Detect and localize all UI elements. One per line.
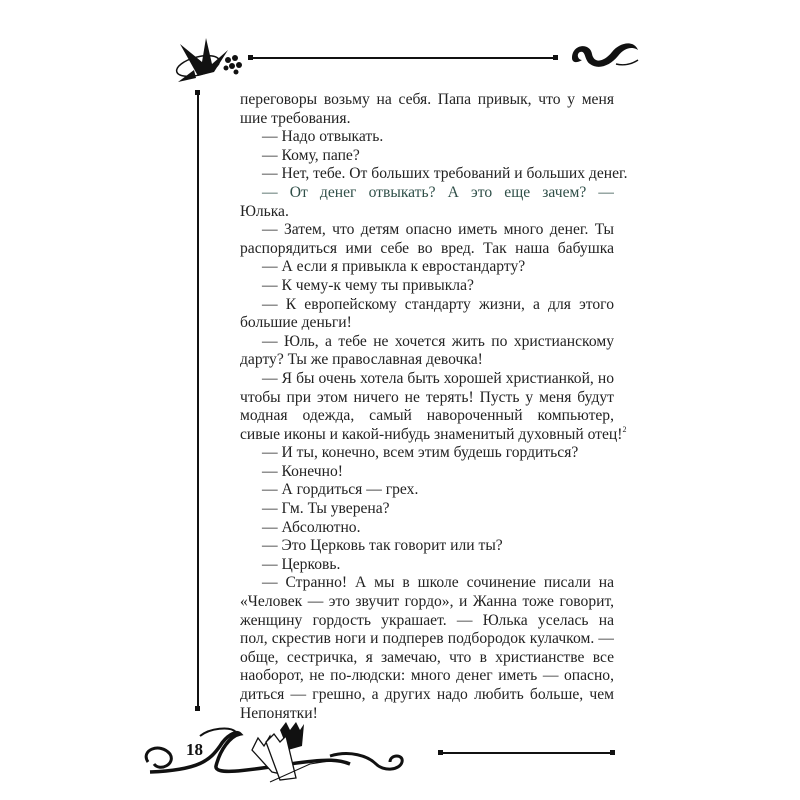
text-line-content: — Я бы очень хотела быть хорошей христианкой, но bbox=[262, 369, 614, 387]
text-line bbox=[240, 128, 614, 147]
text-line bbox=[240, 203, 614, 222]
text-line bbox=[240, 686, 614, 705]
text-line bbox=[240, 333, 614, 352]
text-line bbox=[240, 407, 614, 426]
text-line-content: наоборот, не по-людски: много денег иметь — опасно, bbox=[240, 667, 614, 685]
text-line-content: большие деньги! bbox=[240, 314, 352, 332]
text-line-content: диться — грешно, а других надо любить больше, чем bbox=[240, 686, 614, 703]
text-line-content: переговоры возьму на себя. Папа привык, что у меня bbox=[240, 91, 614, 108]
text-line-content: — Абсолютно. bbox=[262, 518, 361, 536]
text-line-content: шие требования. bbox=[240, 109, 351, 127]
text-line bbox=[240, 351, 614, 370]
top-rule bbox=[250, 57, 555, 59]
text-line bbox=[240, 612, 614, 631]
text-line-content: Юлька. bbox=[240, 202, 289, 220]
text-line-content: — Надо отвыкать. bbox=[262, 128, 384, 146]
text-line bbox=[240, 444, 614, 463]
page-number: 18 bbox=[186, 740, 203, 759]
text-line bbox=[240, 240, 614, 259]
tulip-swirl-ornament-icon bbox=[140, 720, 440, 790]
text-line-content: обще, сестричка, я замечаю, что в христианстве все bbox=[240, 648, 614, 666]
text-line-content: пол, скрестив ноги и подперев подбородок кулачком. — bbox=[240, 630, 614, 648]
text-line bbox=[240, 147, 614, 166]
body-text bbox=[240, 91, 628, 723]
text-line bbox=[240, 630, 614, 649]
text-line-content: — Конечно! bbox=[262, 462, 343, 480]
text-line-content: — Кому, папе? bbox=[262, 146, 360, 164]
text-line bbox=[240, 165, 628, 184]
text-line bbox=[240, 463, 614, 482]
rule-endpoint bbox=[195, 706, 200, 711]
text-line bbox=[240, 500, 614, 519]
text-line bbox=[240, 296, 614, 315]
text-line-content: — К чему-к чему ты привыкла? bbox=[262, 276, 474, 294]
text-line-content: Непонятки! bbox=[240, 704, 318, 722]
text-line-content: — Странно! А мы в школе сочинение писали на bbox=[262, 574, 614, 592]
text-line bbox=[240, 91, 614, 110]
text-line bbox=[240, 574, 614, 593]
text-line-content: чтобы при этом ничего не терять! Пусть у меня будут bbox=[240, 388, 614, 406]
text-line-content: дарту? Ты же православная девочка! bbox=[240, 351, 483, 369]
text-line-content: — А гордиться — грех. bbox=[262, 481, 419, 499]
text-line-content: — Церковь. bbox=[262, 555, 341, 573]
side-rule bbox=[197, 92, 199, 708]
text-line bbox=[240, 258, 614, 277]
text-line bbox=[240, 110, 614, 129]
scroll-ornament-icon bbox=[568, 38, 640, 70]
text-line-content: — И ты, конечно, всем этим будешь гордиться? bbox=[262, 444, 579, 462]
text-line-content: — Это Церковь так говорит или ты? bbox=[262, 537, 503, 555]
text-line-content: женщину гордость украшает. — Юлька уселась на bbox=[240, 611, 614, 629]
text-line-content: — Гм. Ты уверена? bbox=[262, 500, 390, 518]
text-line bbox=[240, 593, 614, 612]
text-line bbox=[240, 221, 614, 240]
text-line-content: — От денег отвыкать? А это еще зачем? — bbox=[262, 183, 614, 201]
text-line-content: «Человек — это звучит гордо», и Жанна тоже говорит, bbox=[240, 593, 614, 611]
text-line bbox=[240, 649, 614, 668]
text-line bbox=[240, 277, 614, 296]
text-line-content: модная одежда, самый навороченный компьютер, bbox=[240, 407, 614, 425]
text-line bbox=[240, 537, 614, 556]
rule-endpoint bbox=[553, 55, 558, 60]
text-line-content: сивые иконы и какой-нибудь знаменитый духовный отец! bbox=[240, 425, 623, 443]
text-line-content: распорядиться ими себе во вред. Так наша бабушка bbox=[240, 239, 614, 257]
text-line-content: — Юль, а тебе не хочется жить по христианскому bbox=[262, 332, 614, 350]
text-line-content: — Затем, что детям опасно иметь много денег. Ты bbox=[262, 221, 614, 239]
rule-endpoint bbox=[610, 750, 615, 755]
text-line bbox=[240, 314, 614, 333]
leaf-berry-ornament-icon bbox=[168, 36, 248, 88]
footnote-mark[interactable]: 2 bbox=[622, 424, 627, 434]
text-line bbox=[240, 370, 614, 389]
text-line bbox=[240, 519, 614, 538]
text-line bbox=[240, 481, 614, 500]
text-line bbox=[240, 184, 614, 203]
text-line-content: — Нет, тебе. От больших требований и больших денег. bbox=[262, 165, 628, 183]
bottom-rule bbox=[440, 752, 612, 754]
text-line bbox=[240, 389, 614, 408]
text-line bbox=[240, 556, 614, 575]
text-line bbox=[240, 667, 614, 686]
text-line bbox=[240, 424, 627, 445]
text-line-content: — К европейскому стандарту жизни, а для этого bbox=[262, 295, 614, 313]
text-line-content: — А если я привыкла к евростандарту? bbox=[262, 258, 526, 276]
